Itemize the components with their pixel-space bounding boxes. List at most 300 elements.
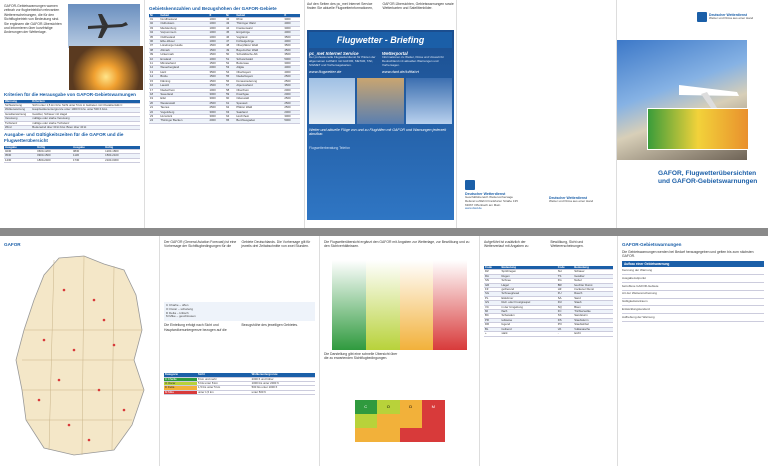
cell: 10: [149, 57, 159, 61]
panel2-title: Gebietskennzahlen und Bezugshöhen der GAFOR-Gebiete: [149, 6, 277, 11]
weather-photo: [357, 78, 403, 124]
cell: PR: [484, 318, 500, 322]
cell: leicht: [573, 332, 613, 336]
col-header: Kategorie: [164, 373, 197, 377]
cell: 16: [149, 84, 159, 88]
table-row: [4, 126, 140, 130]
cell: 2000: [283, 92, 300, 96]
cell: SA: [557, 296, 573, 300]
cell: Elbe-Weser: [159, 40, 208, 44]
cell: Schwäbische Alb: [235, 53, 283, 57]
cell: MI: [484, 310, 500, 314]
cell: DS: [557, 318, 573, 322]
gafor-map-thumb: [647, 108, 749, 150]
p4-logo-text: Deutscher Wetterdienst: [549, 196, 587, 200]
cell: 58: [225, 88, 235, 92]
cell: 04: [149, 31, 159, 35]
cell: 0600-1200: [36, 150, 72, 154]
cell: teilweise: [500, 318, 556, 322]
panel-flugwetter-briefing: [305, 0, 457, 228]
gafor-text2: Die Einteilung erfolgt nach Sicht und Hauptwolkenuntergrenze bezogen auf die Bezugshöhe des jeweiligen Gebietes.: [164, 323, 299, 332]
sunset-photo: [69, 46, 143, 90]
cell: 07: [149, 44, 159, 48]
cell: BC: [484, 314, 500, 318]
cell: Trichterwolke: [573, 310, 613, 314]
cell: Harz: [159, 70, 208, 74]
cell: 49: [225, 48, 235, 52]
cell: 02: [149, 22, 159, 26]
cell: 2500: [283, 79, 300, 83]
cell: 24: [149, 119, 159, 123]
cell: 53: [225, 66, 235, 70]
cell: Staubwirbel: [573, 323, 613, 327]
cell: 12: [149, 66, 159, 70]
cell: 2100-0300: [104, 158, 140, 162]
cell: Eiskörner: [500, 296, 556, 300]
list-item: Art der Wettererscheinung: [622, 291, 764, 299]
cell: Hunsrück: [159, 114, 208, 118]
cell: unter 1,5 km: [197, 390, 251, 394]
cell: 0900-1500: [36, 154, 72, 158]
grid-cell: C: [355, 400, 378, 414]
address-link[interactable]: www.dwd.de: [465, 206, 482, 211]
cell: Sand: [573, 296, 613, 300]
list-item: Gültigkeitszeitraum: [622, 299, 764, 307]
list-item: M Mike – geschlossen: [166, 314, 196, 319]
category-table: [164, 373, 315, 395]
cell: 1000: [208, 40, 225, 44]
cell: FG: [557, 279, 573, 283]
cell: 1200-1800: [104, 150, 140, 154]
cell: 08: [149, 48, 159, 52]
table-row: [164, 390, 315, 394]
col-header: Wolkenuntergrenze: [251, 373, 315, 377]
cell: fegend: [500, 323, 556, 327]
col-header: ft: [283, 14, 300, 18]
panel-cover: [617, 0, 768, 228]
panel-gebietswarnungen: [618, 236, 768, 466]
cell: 1000: [208, 26, 225, 30]
cell: mäßige oder starke Vereisung: [31, 117, 140, 121]
cell: BR: [557, 283, 573, 287]
cell: Gewitter: [573, 274, 613, 278]
col-header: Gebiet: [159, 14, 208, 18]
col-header: Sicht: [197, 373, 251, 377]
cell: 1000: [208, 35, 225, 39]
cell: 0230: [4, 150, 36, 154]
cell: HZ: [557, 288, 573, 292]
gafor-text1: Der GAFOR (General Aviation Forecast) ist eine Vorhersage der Sichtflugbedingungen für die Gebiete Deutschlands. Die Vorhersage gilt für jeweils drei Zeitabschnitte von zwei Stunden.: [164, 240, 311, 249]
cell: Wolkenwarnung: [4, 108, 31, 112]
cell: Weserbergland: [159, 66, 208, 70]
cell: 5 bis unter 8 km: [197, 382, 251, 386]
cell: 3000: [208, 114, 225, 118]
cell: 2000: [208, 119, 225, 123]
cell: DR: [484, 323, 500, 327]
pcmet-link[interactable]: www.flugwetter.de: [309, 69, 342, 75]
cover-logo-line1: Deutscher Wetterdienst: [709, 13, 747, 18]
cell: GS: [484, 301, 500, 305]
cell: 54: [225, 70, 235, 74]
cell: GR: [484, 283, 500, 287]
cell: Nordfriesland: [159, 18, 208, 22]
cell: 47: [225, 40, 235, 44]
cell: 09: [149, 53, 159, 57]
cover-title: GAFOR, Flugwetterübersichten und GAFOR-Gebietswarnungen: [658, 170, 758, 185]
cell: stark: [500, 332, 556, 336]
cell: Kraichgau: [235, 92, 283, 96]
pcmet-text: Der professionelle Flugwetterdienst für Piloten der allgemeinen Luftfahrt mit GAFOR, METAR, TAF, SIGMET und Vorhersagekarten.: [309, 55, 376, 67]
cell: 4500: [283, 48, 300, 52]
cell: Taunus: [159, 106, 208, 110]
cell: SN: [484, 279, 500, 283]
cell: 3500: [283, 53, 300, 57]
cell: Gewitterwarnung: [4, 112, 31, 116]
cell: -: [557, 332, 573, 336]
cell: Donauniederung: [235, 79, 283, 83]
cell: Börde: [159, 75, 208, 79]
cell: Bodenwind über 30 kt bzw. Böen über 40 kt: [31, 126, 140, 130]
criteria-table: [4, 100, 140, 131]
top-sheet: [0, 0, 768, 228]
cell: 5000: [283, 57, 300, 61]
warning-items: [622, 267, 764, 322]
cell: 15: [149, 79, 159, 83]
cell: 4000: [283, 66, 300, 70]
cell: SQ: [557, 305, 573, 309]
cell: 5000: [283, 119, 300, 123]
dwd-logo-icon: [465, 180, 475, 190]
cell: Ostfriesland: [159, 35, 208, 39]
times-table: [4, 146, 140, 164]
cell: 1000: [208, 88, 225, 92]
cell: 48: [225, 44, 235, 48]
list-item: Entwicklungstendenz: [622, 306, 764, 314]
cell: Sandsturm: [573, 314, 613, 318]
cell: 51: [225, 57, 235, 61]
bottom-sheet: [0, 236, 768, 466]
cell: 20: [149, 101, 159, 105]
cell: PO: [557, 323, 573, 327]
cell: RA: [484, 274, 500, 278]
cell: 19: [149, 97, 159, 101]
cell: unter 500 ft: [251, 390, 315, 394]
list-item: C Charlie – offen: [166, 303, 189, 307]
times-heading: Ausgabe- und Gültigkeitszeiten für die GAFOR und die Flugwetterübersicht: [4, 132, 124, 144]
cell: 17: [149, 88, 159, 92]
cell: DU: [557, 301, 573, 305]
cell: SG: [484, 292, 500, 296]
cell: 4000: [283, 40, 300, 44]
cell: 2500: [283, 106, 300, 110]
cover-logo-line2: Wetter und Klima aus einer Hand: [709, 16, 754, 21]
cell: 2000 ft und höher: [251, 377, 315, 381]
cell: 50: [225, 53, 235, 57]
briefing-title: Flugwetter - Briefing: [309, 32, 452, 48]
cell: 0530: [4, 154, 36, 158]
cell: 3000: [283, 62, 300, 66]
cell: Sicht unter 1,5 km bzw. Sicht unter 5 km in Gebieten mit Charakteristik C: [31, 104, 140, 108]
cell: Schnee: [500, 279, 556, 283]
cell: O Oscar: [164, 382, 197, 386]
panel-wettercodes: [480, 236, 618, 466]
cell: 46: [225, 35, 235, 39]
p7-text1: Die Flugwetterübersicht ergänzt den GAFOR mit Angaben zur Wetterlage, zur Bewölkung und zu den Sichtverhältnissen.: [324, 240, 470, 249]
cell: Lüneburger Heide: [159, 44, 208, 48]
briefing-box: [307, 30, 454, 220]
cell: Altmark: [159, 48, 208, 52]
screenshot-thumb: [309, 78, 355, 124]
criteria-heading: Kriterien für die Herausgabe von GAFOR-Gebietswarnungen: [4, 92, 136, 97]
col-kriterium: Kriterium: [31, 100, 140, 104]
cell: 21: [149, 106, 159, 110]
grid-cell: O: [377, 400, 400, 414]
panel-flugwetteruebersicht: [320, 236, 480, 466]
cell: Fichtelgebirge: [235, 40, 283, 44]
cell: Allgäu: [235, 66, 283, 70]
cell: Staubsturm: [573, 318, 613, 322]
cell: 2500: [283, 101, 300, 105]
cell: Uckermark: [159, 53, 208, 57]
cell: 3000: [208, 110, 225, 114]
cell: Schneegriesel: [500, 292, 556, 296]
cell: 63: [225, 110, 235, 114]
cell: Hagel: [500, 283, 556, 287]
cell: 1500: [208, 84, 225, 88]
cell: Regen: [500, 274, 556, 278]
cell: 8 km und mehr: [197, 377, 251, 381]
cell: Erzgebirge: [235, 31, 283, 35]
cell: 42: [225, 18, 235, 22]
cell: Saarland: [235, 110, 283, 114]
map-title: GAFOR: [4, 242, 21, 247]
cell: C Charlie: [164, 377, 197, 381]
cell: Hochrhein: [235, 114, 283, 118]
cell: Berchtesgaden: [235, 119, 283, 123]
briefing-bottom-text: Wetter und aktuelle Flüge von und zu Flughäfen mit GAFOR und Warnungen jederzeit abrufbar.: [309, 128, 447, 137]
category-gradient: [332, 260, 467, 350]
cell: Fläming: [159, 79, 208, 83]
cell: Lausitz: [159, 84, 208, 88]
col-header: Ausgabe: [4, 146, 36, 150]
cell: Oberpfälzer Wald: [235, 44, 283, 48]
cell: Thüringer Becken: [159, 119, 208, 123]
cell: 1000 bis unter 2000 ft: [251, 382, 315, 386]
cell: Sichtwarnung: [4, 104, 31, 108]
cell: 18: [149, 92, 159, 96]
cell: Hauptwolkenuntergrenze unter 1000 ft bzw. unter 500 ft AGL: [31, 108, 140, 112]
cell: 1000: [208, 57, 225, 61]
cell: Wind: [4, 126, 31, 130]
cell: 64: [225, 114, 235, 118]
cell: Thüringer Wald: [235, 22, 283, 26]
cell: 22: [149, 110, 159, 114]
cell: 05: [149, 35, 159, 39]
cell: 56: [225, 79, 235, 83]
hotline-text: Flugwetterberatung Telefon: [309, 146, 351, 151]
cell: Nebel: [573, 279, 613, 283]
col-header: Nr: [225, 14, 235, 18]
list-item: D Delta – kritisch: [166, 310, 189, 315]
cell: 3500: [208, 70, 225, 74]
cell: Alpenvorland: [235, 84, 283, 88]
cell: 0830: [72, 150, 104, 154]
sky-photo: [406, 78, 452, 124]
list-item: Kennung der Warnung: [622, 267, 764, 275]
grid-cell: M: [422, 400, 445, 414]
p4-footer-text: Wetter und Klima aus einer Hand: [549, 199, 594, 203]
list-item: Aufhebung der Warnung: [622, 314, 764, 322]
cell: 55: [225, 75, 235, 79]
cell: 3500: [283, 84, 300, 88]
cell: 2500: [283, 97, 300, 101]
cell: 06: [149, 40, 159, 44]
cell: VC: [484, 305, 500, 309]
cell: Schwarzwald: [235, 57, 283, 61]
gebiete-table: [149, 14, 300, 124]
cell: 3000: [283, 18, 300, 22]
cell: Odenwald: [235, 97, 283, 101]
list-item: Ausgabezeitpunkt: [622, 275, 764, 283]
wetterportal-link[interactable]: www.dwd.de/luftfahrt: [382, 69, 419, 75]
p8-text1: Aufgeführt ist zusätzlich der Wetterverlauf mit Angaben zu Bewölkung, Sicht und Wettererscheinungen.: [484, 240, 584, 249]
cell: Schwaden: [500, 314, 556, 318]
cell: Mecklenburg: [159, 26, 208, 30]
cell: 1000: [208, 31, 225, 35]
cell: 1500-2100: [104, 154, 140, 158]
cell: Vereisung: [4, 117, 31, 121]
cell: 2500: [208, 101, 225, 105]
cell: 44: [225, 26, 235, 30]
cell: Niederbayern: [235, 75, 283, 79]
cell: 65: [225, 119, 235, 123]
table-row: [4, 158, 140, 162]
grid-cell: D: [400, 400, 423, 414]
cell: 4000: [283, 22, 300, 26]
list-item: O Oscar – schwierig: [166, 306, 194, 311]
p7-text2: Die Darstellung gibt eine schnelle Übersicht über die zu erwartenden Sichtflugbedingungen.: [324, 352, 398, 361]
cell: Bodensee: [235, 62, 283, 66]
cell: Pfälzer Wald: [235, 106, 283, 110]
table-row: [149, 119, 300, 123]
cell: 2000: [283, 88, 300, 92]
col-header: ft: [208, 14, 225, 18]
cell: 1500: [208, 75, 225, 79]
cell: M Mike: [164, 390, 197, 394]
cell: 1130: [72, 154, 104, 158]
category-grid: [355, 400, 445, 442]
cell: 4000: [283, 70, 300, 74]
col-warnung: Warnung: [4, 100, 31, 104]
col-header: Ausgabe: [72, 146, 104, 150]
cell: Oberbayern: [235, 70, 283, 74]
cell: treibend: [500, 327, 556, 331]
cell: in der Umgebung: [500, 305, 556, 309]
panel-gebietskennzahlen: [145, 0, 305, 228]
cell: Rauch: [573, 292, 613, 296]
col-header: Gültig: [104, 146, 140, 150]
pcmet-title: pc_met Internet Service: [309, 51, 359, 56]
cell: 11: [149, 62, 159, 66]
cell: Oberrhein: [235, 88, 283, 92]
cell: 4000: [283, 31, 300, 35]
cell: Sauerland: [159, 92, 208, 96]
cell: 13: [149, 70, 159, 74]
cell: 1,5 bis unter 5 km: [197, 386, 251, 390]
cell: 1500: [208, 48, 225, 52]
cell: Staub: [573, 301, 613, 305]
cell: SS: [557, 314, 573, 318]
panel-gafor-map: [0, 236, 160, 466]
cell: 23: [149, 114, 159, 118]
cell: Sprühregen: [500, 270, 556, 274]
cell: 2000: [208, 66, 225, 70]
cell: Spessart: [235, 101, 283, 105]
cell: DZ: [484, 270, 500, 274]
cell: 1000: [208, 18, 225, 22]
address-title: Deutscher Wetterdienst: [465, 192, 506, 196]
cell: Niederrhein: [159, 88, 208, 92]
cell: Schauer: [573, 270, 613, 274]
cell: 03: [149, 26, 159, 30]
cell: VA: [557, 327, 573, 331]
cell: 3000: [283, 114, 300, 118]
wetterportal-title: Wetterportal: [382, 51, 408, 56]
cell: 3000: [208, 92, 225, 96]
cell: Eifel: [159, 97, 208, 101]
cell: 2500: [283, 75, 300, 79]
table-row: [484, 332, 613, 336]
cell: mäßige oder starke Turbulenz: [31, 121, 140, 125]
cell: 1500: [208, 44, 225, 48]
cell: 3000: [208, 97, 225, 101]
cell: 1500: [208, 79, 225, 83]
airplane-icon: [68, 4, 140, 48]
cell: 3000: [283, 26, 300, 30]
cell: 3500: [283, 44, 300, 48]
cell: 52: [225, 62, 235, 66]
cell: Frankenwald: [235, 26, 283, 30]
wetterportal-text: Informationen zu Wetter, Klima und Umwelt für Deutschland mit aktuellen Warnungen und Vorhersagen.: [382, 55, 444, 67]
cell: 1430: [4, 158, 36, 162]
col-header: Gültig: [36, 146, 72, 150]
cell: FC: [557, 310, 573, 314]
list-item: betroffene GAFOR-Gebiete: [622, 283, 764, 291]
cell: 1500: [208, 53, 225, 57]
cell: Böen: [573, 305, 613, 309]
cell: Gewitter, Schauer mit Hagel: [31, 112, 140, 116]
cell: Vogtland: [235, 35, 283, 39]
cell: Emsland: [159, 57, 208, 61]
cell: 2000: [283, 110, 300, 114]
cell: 59: [225, 92, 235, 96]
cell: 1800-2400: [36, 158, 72, 162]
cell: 1000: [208, 22, 225, 26]
cell: 45: [225, 31, 235, 35]
cell: FZ: [484, 288, 500, 292]
cell: Vulkanasche: [573, 327, 613, 331]
category-list: [164, 302, 315, 321]
cell: D Delta: [164, 386, 197, 390]
cell: Turbulenz: [4, 121, 31, 125]
codes-table: [484, 266, 613, 337]
cell: SH: [557, 270, 573, 274]
cell: Reif- oder Frostgraupel: [500, 301, 556, 305]
col-header: Gebiet: [235, 14, 283, 18]
cell: TS: [557, 274, 573, 278]
p9-section: Aufbau einer Gebietswarnung: [622, 261, 764, 267]
cell: BL: [484, 327, 500, 331]
